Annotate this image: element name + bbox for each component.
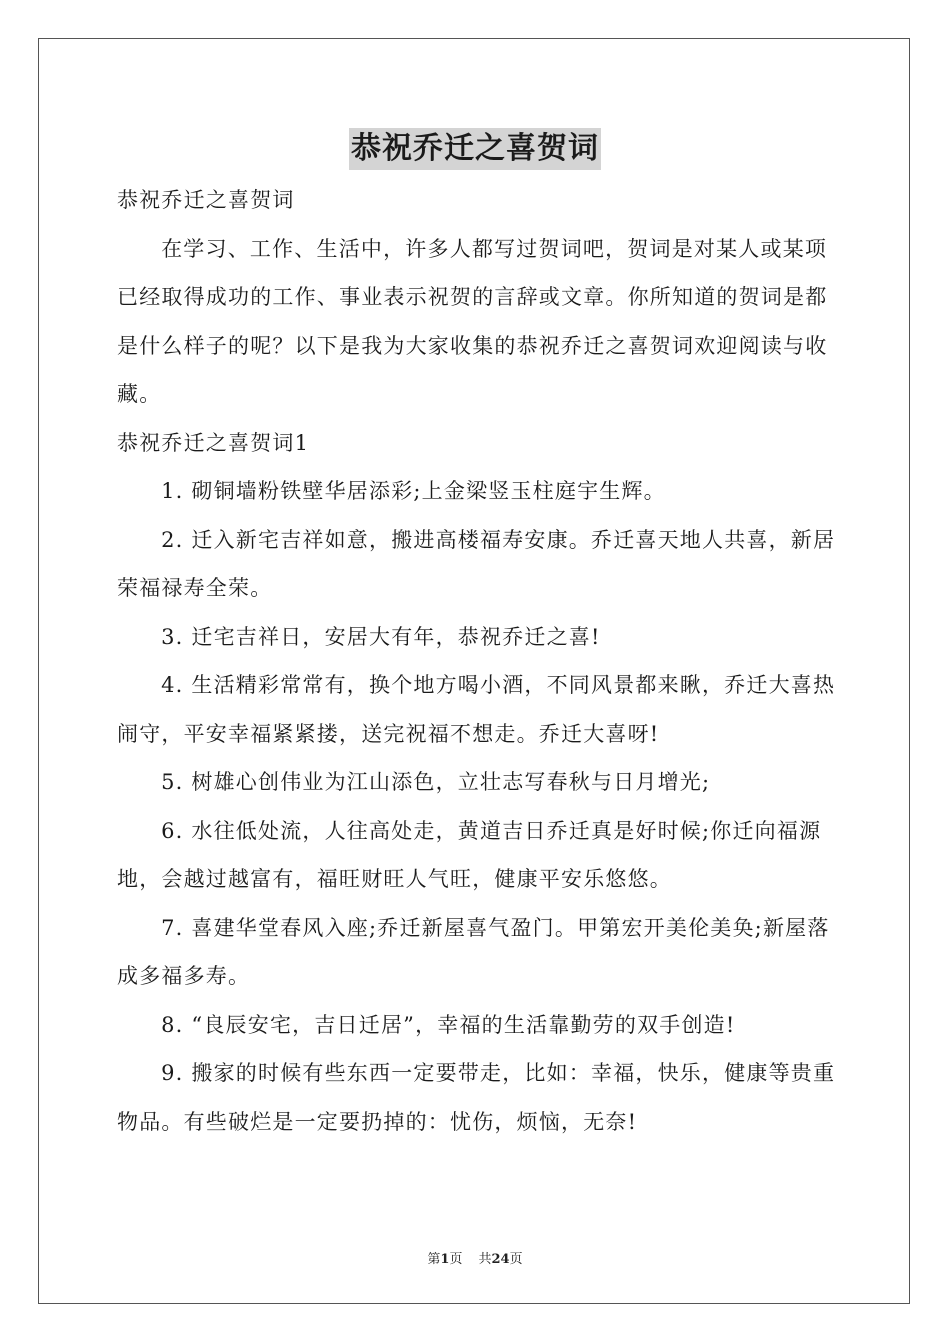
document-body [117, 176, 837, 1146]
list-item: 3. 迁宅吉祥日，安居大有年，恭祝乔迁之喜! [161, 624, 601, 649]
intro-paragraph: 在学习、工作、生活中，许多人都写过贺词吧，贺词是对某人或某项已经取得成功的工作、事业表示祝贺的言辞或文章。你所知道的贺词是都是什么样子的呢？以下是我为大家收集的恭祝乔迁之喜贺词欢迎阅读与收藏。 [117, 236, 828, 406]
total-suffix: 页 [509, 1252, 523, 1267]
section-heading: 恭祝乔迁之喜贺词1 [117, 430, 310, 455]
page-number: 1 [440, 1252, 450, 1267]
list-item: 2. 迁入新宅吉祥如意，搬进高楼福寿安康。乔迁喜天地人共喜，新居荣福禄寿全荣。 [117, 527, 836, 600]
total-prefix: 共 [478, 1252, 492, 1267]
document-title: 恭祝乔迁之喜贺词 [349, 128, 601, 170]
list-item: 6. 水往低处流，人往高处走，黄道吉日乔迁真是好时候;你迁向福源地，会越过越富有，福旺财旺人气旺，健康平安乐悠悠。 [117, 818, 822, 891]
document-subtitle: 恭祝乔迁之喜贺词 [117, 188, 295, 212]
total-pages: 24 [491, 1252, 510, 1267]
page-suffix: 页 [449, 1252, 463, 1267]
title-container [0, 128, 950, 170]
list-item: 4. 生活精彩常常有，换个地方喝小酒，不同风景都来瞅，乔迁大喜热闹守，平安幸福紧紧搂，送完祝福不想走。乔迁大喜呀! [117, 673, 836, 746]
list-item: 7. 喜建华堂春风入座;乔迁新屋喜气盈门。甲第宏开美伦美奂;新屋落成多福多寿。 [117, 915, 830, 988]
list-item: 5. 树雄心创伟业为江山添色，立壮志写春秋与日月增光; [161, 770, 711, 794]
list-item: 9. 搬家的时候有些东西一定要带走，比如：幸福，快乐，健康等贵重物品。有些破烂是一定要扔掉的：忧伤，烦恼，无奈! [117, 1061, 836, 1134]
page-footer [0, 1248, 950, 1267]
list-item: 1. 砌铜墙粉铁壁华居添彩;上金梁竖玉柱庭宇生辉。 [161, 479, 666, 503]
page-prefix: 第 [427, 1252, 441, 1267]
list-item: 8. “良辰安宅，吉日迁居”，幸福的生活靠勤劳的双手创造! [161, 1012, 736, 1037]
